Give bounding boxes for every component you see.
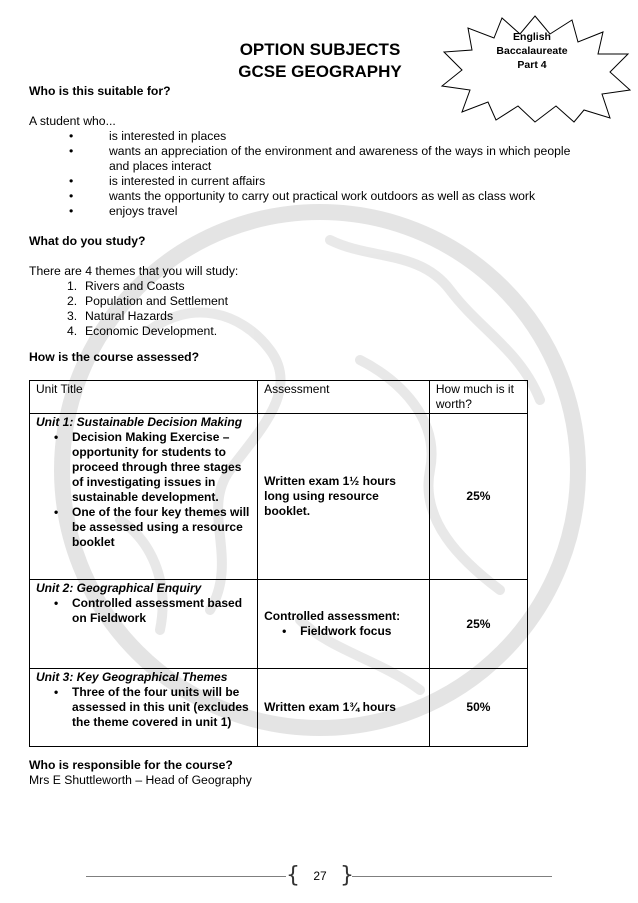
footer-rule-left	[86, 876, 286, 877]
list-item: • Three of the four units will be assessed in this unit (excludes the theme covered in unit 1)	[54, 685, 249, 729]
assessment-cell	[258, 580, 430, 669]
assessment-text: Controlled assessment:	[264, 609, 401, 623]
weight-cell: 50%	[429, 669, 527, 747]
list-item: 3. Natural Hazards	[67, 309, 174, 323]
table-header-row	[30, 381, 528, 414]
right-brace-icon: }	[340, 863, 354, 888]
unit-cell	[30, 580, 258, 669]
page-number: 27	[313, 869, 327, 883]
table-row	[30, 669, 528, 747]
unit-title: Unit 2: Geographical Enquiry	[36, 581, 202, 595]
footer-rule-right	[352, 876, 552, 877]
badge-label	[466, 30, 598, 72]
bullet-icon: •	[69, 174, 74, 188]
study-intro: There are 4 themes that you will study:	[29, 264, 239, 278]
weight-cell: 25%	[429, 580, 527, 669]
column-header: Assessment	[258, 381, 430, 414]
bullet-icon: •	[282, 624, 287, 638]
study-heading: What do you study?	[29, 234, 146, 248]
unit-cell	[30, 669, 258, 747]
list-item: 2. Population and Settlement	[67, 294, 228, 308]
weight-cell: 25%	[429, 414, 527, 580]
list-item: 1. Rivers and Coasts	[67, 279, 185, 293]
list-item: • is interested in places	[69, 129, 227, 143]
column-header: How much is it worth?	[429, 381, 527, 414]
themes-list	[29, 279, 429, 339]
page-title-line2: GCSE GEOGRAPHY	[238, 62, 402, 81]
bullet-icon: •	[54, 430, 59, 444]
table-row	[30, 580, 528, 669]
unit-title: Unit 1: Sustainable Decision Making	[36, 415, 243, 429]
list-item-continuation: and places interact	[109, 159, 212, 173]
assessment-cell: Written exam 1½ hours long using resource booklet.	[258, 414, 430, 580]
unit-bullets	[36, 596, 251, 626]
list-item: • wants an appreciation of the environment and awareness of the ways in which people	[69, 144, 571, 158]
list-item: • One of the four key themes will be assessed using a resource booklet	[54, 505, 250, 549]
suitable-list	[29, 129, 609, 219]
list-item: 4. Economic Development.	[67, 324, 218, 338]
list-item: • is interested in current affairs	[69, 174, 266, 188]
assessment-heading: How is the course assessed?	[29, 350, 200, 364]
unit-bullets	[36, 685, 251, 730]
responsible-name: Mrs E Shuttleworth – Head of Geography	[29, 773, 252, 787]
bullet-icon: •	[69, 144, 74, 158]
bullet-icon: •	[54, 505, 59, 519]
assessment-table	[29, 380, 528, 747]
bullet-icon: •	[54, 596, 59, 610]
bullet-icon: •	[54, 685, 59, 699]
responsible-heading: Who is responsible for the course?	[29, 758, 233, 772]
list-item: • wants the opportunity to carry out practical work outdoors as well as class work	[69, 189, 536, 203]
list-item: • Controlled assessment based on Fieldwork	[54, 596, 243, 625]
bullet-icon: •	[69, 204, 74, 218]
unit-cell	[30, 414, 258, 580]
left-brace-icon: {	[286, 863, 300, 888]
assessment-bullets	[264, 624, 423, 639]
page-title-line1: OPTION SUBJECTS	[239, 40, 401, 59]
suitable-heading: Who is this suitable for?	[29, 84, 171, 98]
list-item: • Decision Making Exercise – opportunity for students to proceed through three stages of investigating issues in sustainable development.	[54, 430, 242, 504]
bullet-icon: •	[69, 129, 74, 143]
unit-bullets	[36, 430, 251, 550]
badge-line3: Part 4	[517, 59, 547, 71]
list-item: • Fieldwork focus	[282, 624, 392, 638]
badge-line2: Baccalaureate	[496, 45, 568, 57]
assessment-cell: Written exam 1¾ hours	[258, 669, 430, 747]
suitable-intro: A student who...	[29, 114, 116, 128]
bullet-icon: •	[69, 189, 74, 203]
list-item: • enjoys travel	[69, 204, 178, 218]
column-header: Unit Title	[30, 381, 258, 414]
unit-title: Unit 3: Key Geographical Themes	[36, 670, 228, 684]
badge-line1: English	[513, 31, 551, 43]
table-row	[30, 414, 528, 580]
